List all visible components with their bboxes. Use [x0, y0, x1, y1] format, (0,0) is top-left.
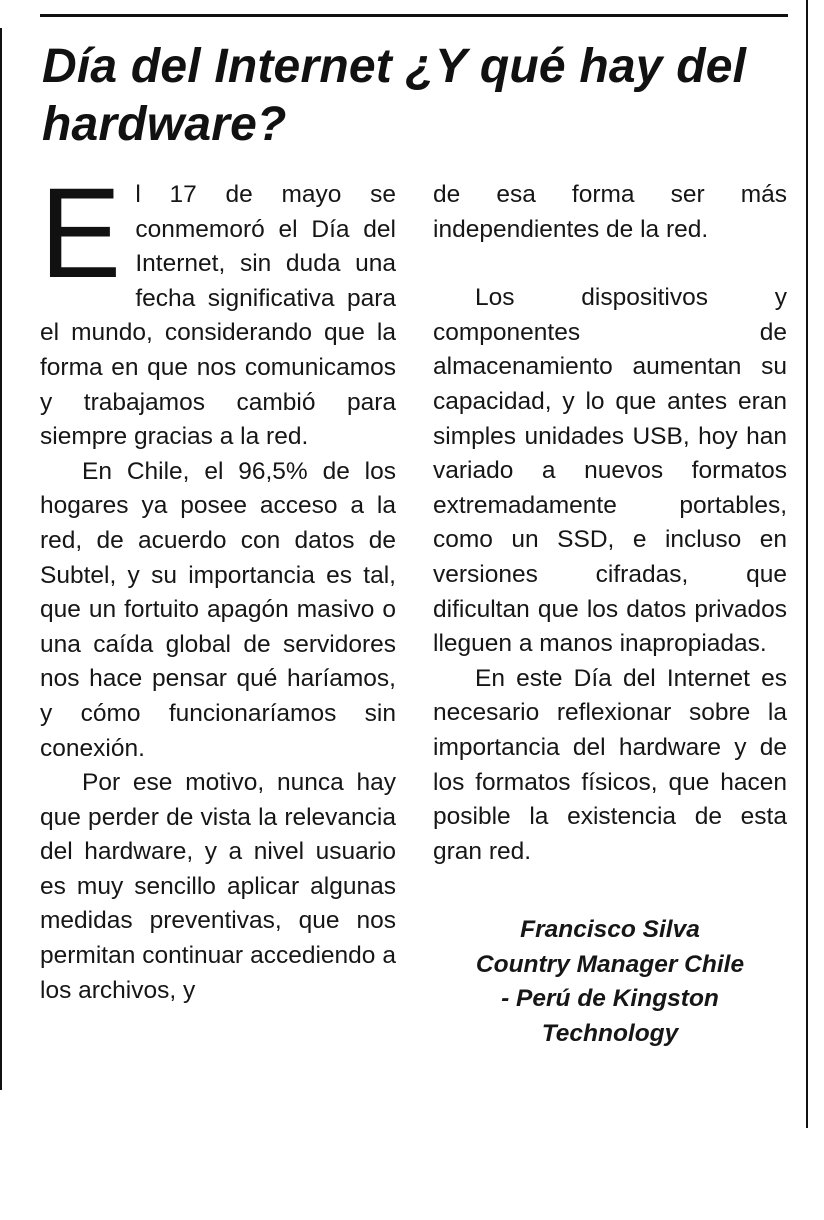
- column-rule-right: [806, 0, 808, 1128]
- author-signature: [433, 913, 787, 1051]
- paragraph-1-text: l 17 de mayo se conmemoró el Día del Internet, sin duda una fecha significativa para el mundo, considerando que la forma en que nos comunicamos y trabajamos cambió para siempre gracias a la red.: [40, 181, 396, 451]
- paragraph-1: [40, 162, 396, 455]
- author-role-line-3: Technology: [541, 1020, 679, 1048]
- article-headline: Día del Internet ¿Y qué hay del hardware?: [42, 40, 747, 151]
- article-right-column: [433, 178, 787, 1052]
- paragraph-5: En este Día del Internet es necesario reflexionar sobre la importancia del hardware y de los formatos físicos, que hacen posible la existencia de esta gran red.: [433, 664, 787, 865]
- top-rule: [40, 14, 788, 17]
- author-role-line-1: Country Manager Chile: [475, 950, 745, 978]
- paragraph-3: Por ese motivo, nunca hay que perder de vista la relevancia del hardware, y a nivel usuario es muy sencillo aplicar algunas medidas preventivas, que nos permitan continuar accediendo a los archivos, y: [40, 769, 396, 1004]
- paragraph-2: En Chile, el 96,5% de los hogares ya posee acceso a la red, de acuerdo con datos de Subtel, y su importancia es tal, que un fortuito apagón masivo o una caída global de servidores nos hace pensar qué haríamos, y cómo funcionaríamos sin conexión.: [40, 457, 396, 762]
- paragraph-3-continued: de esa forma ser más independientes de la red.: [433, 181, 787, 243]
- column-rule-left: [0, 28, 2, 1090]
- article-left-column: [40, 162, 396, 1138]
- author-name: Francisco Silva: [520, 916, 700, 944]
- author-role-line-2: - Perú de Kingston: [501, 985, 719, 1013]
- paragraph-4: Los dispositivos y componentes de almacenamiento aumentan su capacidad, y lo que antes eran simples unidades USB, hoy han variado a nuevos formatos extremadamente portables, como un SSD, e incluso en versiones cifradas, que dificultan que los datos privados lleguen a manos inapropiadas.: [433, 284, 787, 658]
- drop-cap: E: [40, 162, 122, 305]
